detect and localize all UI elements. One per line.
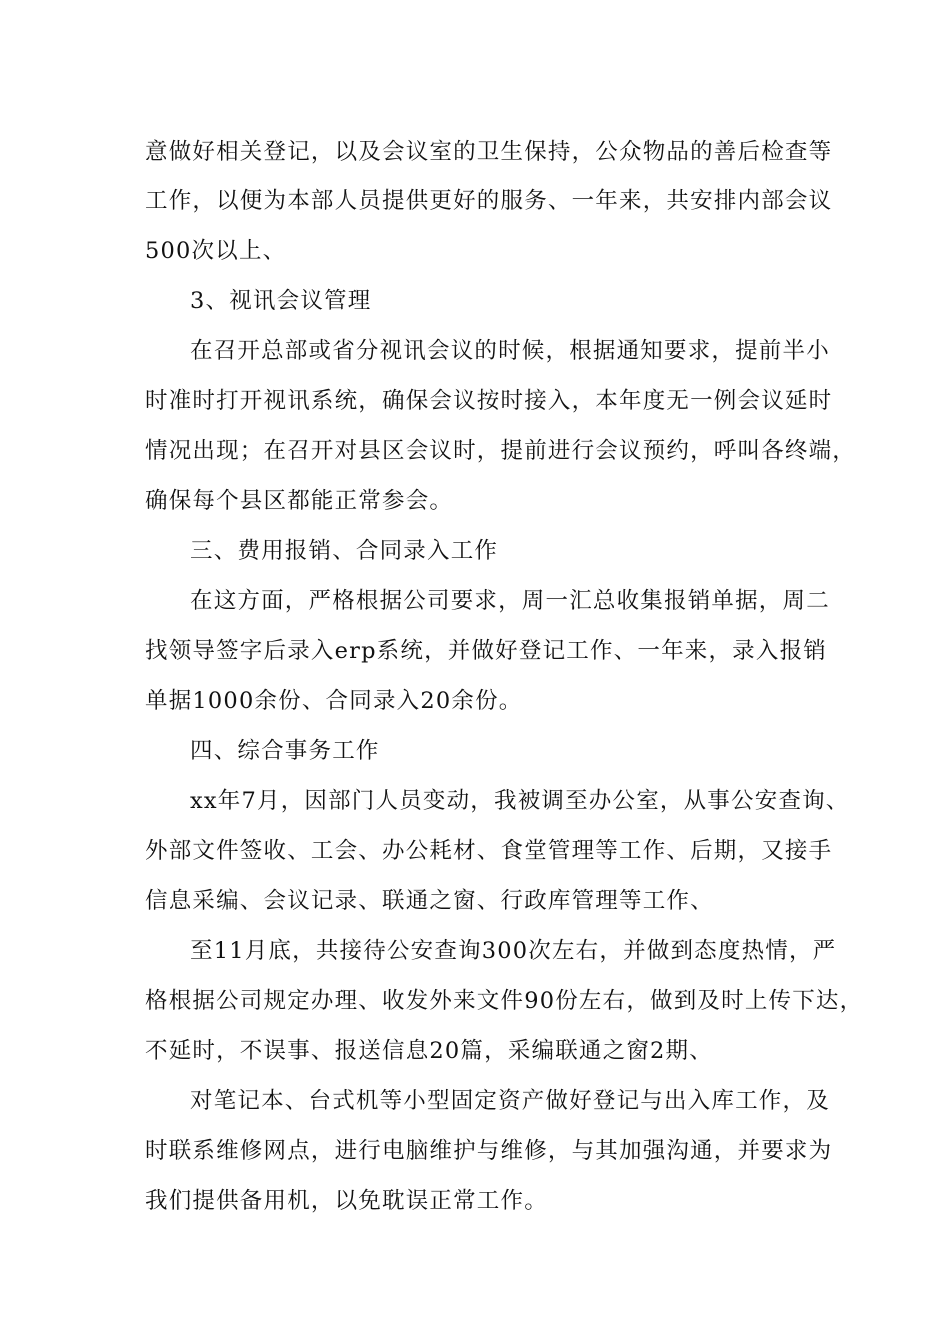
section-heading: 3、视讯会议管理 xyxy=(190,288,372,314)
text-line: 在召开总部或省分视讯会议的时候，根据通知要求，提前半小 xyxy=(190,338,830,364)
text-line: 对笔记本、台式机等小型固定资产做好登记与出入库工作，及 xyxy=(190,1088,830,1114)
text-line: 确保每个县区都能正常参会。 xyxy=(145,488,454,514)
section-heading: 四、综合事务工作 xyxy=(190,738,380,764)
section-heading: 三、费用报销、合同录入工作 xyxy=(190,538,499,564)
text-line: 情况出现；在召开对县区会议时，提前进行会议预约，呼叫各终端， xyxy=(145,438,857,464)
text-line: 单据1000余份、合同录入20余份。 xyxy=(145,688,523,714)
text-line: 500次以上、 xyxy=(145,238,287,264)
text-line: 时准时打开视讯系统，确保会议按时接入，本年度无一例会议延时 xyxy=(145,388,833,414)
text-line: 意做好相关登记，以及会议室的卫生保持，公众物品的善后检查等 xyxy=(145,139,833,165)
text-line: 工作，以便为本部人员提供更好的服务、一年来，共安排内部会议 xyxy=(145,188,833,214)
text-line: 时联系维修网点，进行电脑维护与维修，与其加强沟通，并要求为 xyxy=(145,1138,833,1164)
text-line: 不延时，不误事、报送信息20篇，采编联通之窗2期、 xyxy=(145,1038,713,1064)
text-line: 找领导签字后录入erp系统，并做好登记工作、一年来，录入报销 xyxy=(145,638,827,664)
text-line: 外部文件签收、工会、办公耗材、食堂管理等工作、后期，又接手 xyxy=(145,838,833,864)
text-line: 我们提供备用机，以免耽误正常工作。 xyxy=(145,1188,548,1214)
text-line: xx年7月，因部门人员变动，我被调至办公室，从事公安查询、 xyxy=(190,788,850,814)
text-line: 在这方面，严格根据公司要求，周一汇总收集报销单据，周二 xyxy=(190,588,830,614)
text-line: 信息采编、会议记录、联通之窗、行政库管理等工作、 xyxy=(145,888,714,914)
text-line: 格根据公司规定办理、收发外来文件90份左右，做到及时上传下达， xyxy=(145,988,864,1014)
text-line: 至11月底，共接待公安查询300次左右，并做到态度热情，严 xyxy=(190,938,837,964)
